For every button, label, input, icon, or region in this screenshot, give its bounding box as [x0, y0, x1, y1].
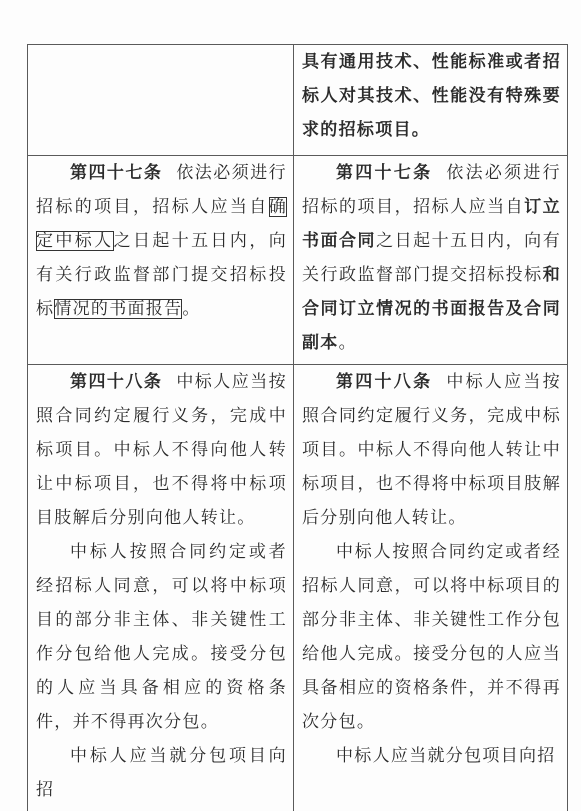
left-cell-article-48 — [28, 365, 294, 811]
amended-text: 订立书面合同 — [302, 197, 561, 251]
right-cell-article-48 — [294, 365, 568, 811]
right-cell-article-47 — [294, 156, 568, 365]
article-48-new-p2: 中标人按照合同约定或者经招标人同意，可以将中标项目的部分非主体、非关键性工作分包给他人完成。接受分包的人应当具备相应的资格条件，并不得再次分包。 — [302, 542, 561, 732]
text-segment: 中标人应当按照合同约定履行义务，完成中标项目。中标人不得向他人转让中标项目，也不得将中标项目肢解后分别向他人转让。 — [302, 372, 561, 528]
comparison-table — [27, 44, 568, 811]
article-48-old-p1 — [36, 365, 287, 535]
text-segment: 。 — [182, 299, 201, 319]
article-48-old-p3: 中标人应当就分包项目向招 — [36, 746, 287, 800]
text-segment: 。 — [338, 333, 357, 353]
amended-text: 和合同订立情况的书面报告及合同副本 — [302, 265, 561, 353]
highlight-box: 确定中标人 — [36, 197, 287, 251]
text-segment: 依法必须进行招标的项目，招标人应当自 — [302, 163, 561, 217]
table-row — [28, 156, 568, 365]
text-segment: 依法必须进行招标的项目，招标人应当自 — [36, 163, 287, 217]
article-number: 第四十七条 — [336, 163, 433, 183]
right-cell-article-46-tail — [294, 45, 568, 156]
left-cell-article-47 — [28, 156, 294, 365]
article-48-new-p1 — [302, 365, 561, 535]
table-row — [28, 365, 568, 811]
text-segment: 中标人应当按照合同约定履行义务，完成中标项目。中标人不得向他人转让中标项目，也不得将中标项目肢解后分别向他人转让。 — [36, 372, 287, 528]
article-number: 第四十八条 — [336, 372, 433, 392]
text-segment: 之日起十五日内，向有关行政监督部门提交招标投标 — [302, 231, 561, 285]
highlight-box: 情况的书面报告 — [54, 299, 183, 319]
article-47-new-text — [302, 156, 561, 360]
text-segment: 之日起十五日内，向有关行政监督部门提交招标投标 — [36, 231, 288, 319]
article-46-continuation: 具有通用技术、性能标准或者招标人对其技术、性能没有特殊要求的招标项目。 — [302, 52, 561, 140]
left-cell-empty — [28, 45, 294, 156]
article-48-new-p3: 中标人应当就分包项目向招 — [336, 746, 556, 766]
article-number: 第四十七条 — [70, 163, 163, 183]
article-47-old-text — [36, 156, 287, 326]
table-row — [28, 45, 568, 156]
article-48-old-p2: 中标人按照合同约定或者经招标人同意，可以将中标项目的部分非主体、非关键性工作分包给他人完成。接受分包的人应当具备相应的资格条件，并不得再次分包。 — [36, 542, 287, 732]
article-number: 第四十八条 — [70, 372, 163, 392]
